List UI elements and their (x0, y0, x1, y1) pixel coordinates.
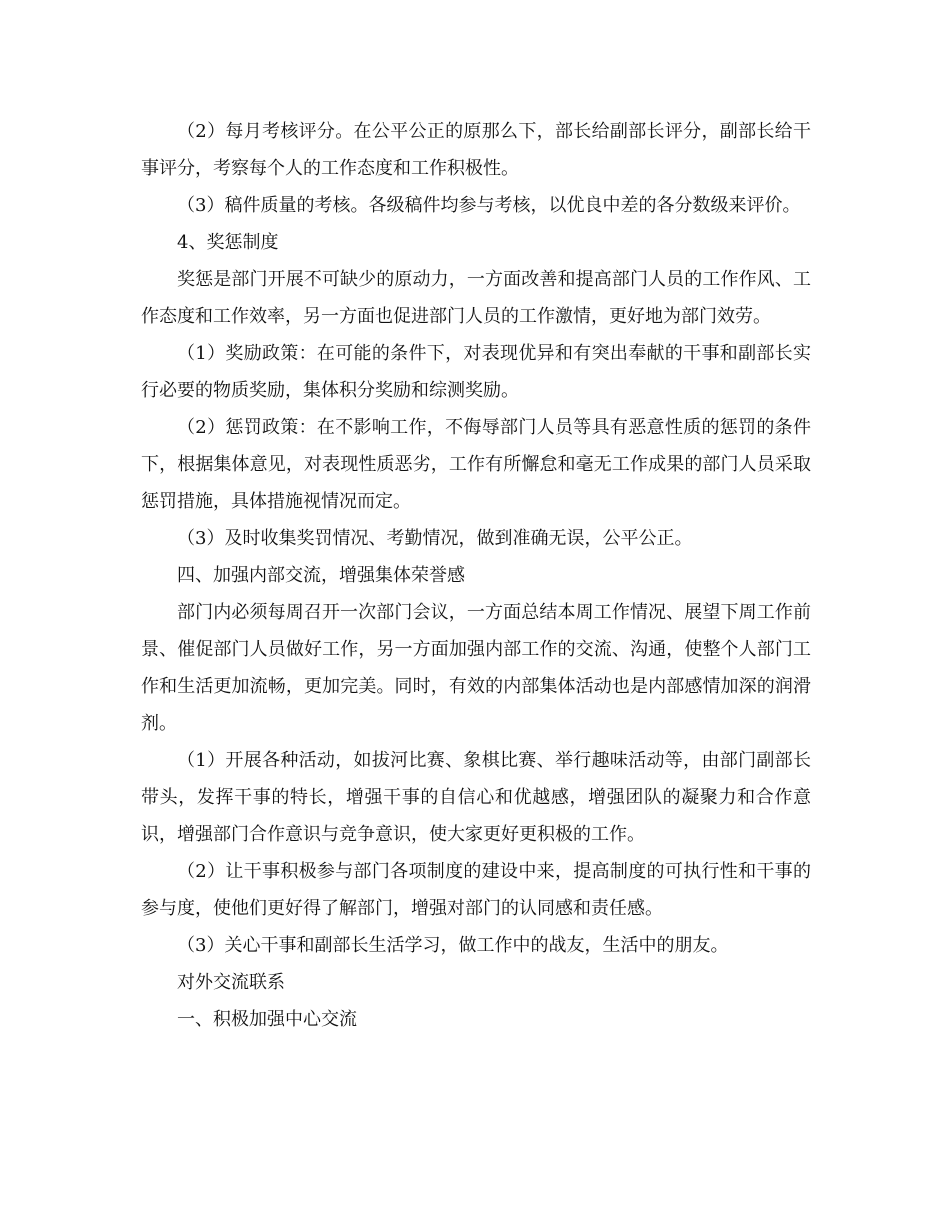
paragraph-activities: （1）开展各种活动，如拔河比赛、象棋比赛、举行趣味活动等，由部门副部长带头，发挥干事的特长，增强干事的自信心和优越感，增强团队的凝聚力和合作意识，增强部门合作意识与竞争意识，使大家更好更积极的工作。 (141, 750, 811, 845)
paragraph-care-for-staff: （3）关心干事和副部长生活学习，做工作中的战友，生活中的朋友。 (177, 935, 729, 956)
document-body (141, 113, 811, 1038)
paragraph-monthly-review: （2）每月考核评分。在公平公正的原那么下，部长给副部长评分，副部长给干事评分，考察每个人的工作态度和工作积极性。 (141, 121, 811, 179)
paragraph-penalty-policy: （2）惩罚政策：在不影响工作，不侮辱部门人员等具有恶意性质的惩罚的条件下，根据集体意见，对表现性质恶劣，工作有所懈怠和毫无工作成果的部门人员采取惩罚措施，具体措施视情况而定。 (141, 417, 811, 512)
heading-internal-exchange: 四、加强内部交流，增强集体荣誉感 (177, 565, 465, 586)
paragraph-manuscript-quality: （3）稿件质量的考核。各级稿件均参与考核，以优良中差的各分数级来评价。 (177, 195, 801, 216)
paragraph-collect-records: （3）及时收集奖罚情况、考勤情况，做到准确无误，公平公正。 (177, 528, 693, 549)
heading-center-exchange: 一、积极加强中心交流 (177, 1009, 357, 1030)
paragraph-weekly-meeting: 部门内必须每周召开一次部门会议，一方面总结本周工作情况、展望下周工作前景、催促部门人员做好工作，另一方面加强内部工作的交流、沟通，使整个人部门工作和生活更加流畅，更加完美。同时，有效的内部集体活动也是内部感情加深的润滑剂。 (141, 602, 811, 734)
paragraph-staff-participation: （2）让干事积极参与部门各项制度的建设中来，提高制度的可执行性和干事的参与度，使他们更好得了解部门，增强对部门的认同感和责任感。 (141, 861, 811, 919)
paragraph-reward-policy: （1）奖励政策：在可能的条件下，对表现优异和有突出奉献的干事和副部长实行必要的物质奖励，集体积分奖励和综测奖励。 (141, 343, 811, 401)
heading-rewards-penalties: 4、奖惩制度 (177, 232, 279, 253)
paragraph-rewards-intro: 奖惩是部门开展不可缺少的原动力，一方面改善和提高部门人员的工作作风、工作态度和工作效率，另一方面也促进部门人员的工作激情，更好地为部门效劳。 (141, 269, 811, 327)
heading-external-exchange: 对外交流联系 (177, 972, 285, 993)
